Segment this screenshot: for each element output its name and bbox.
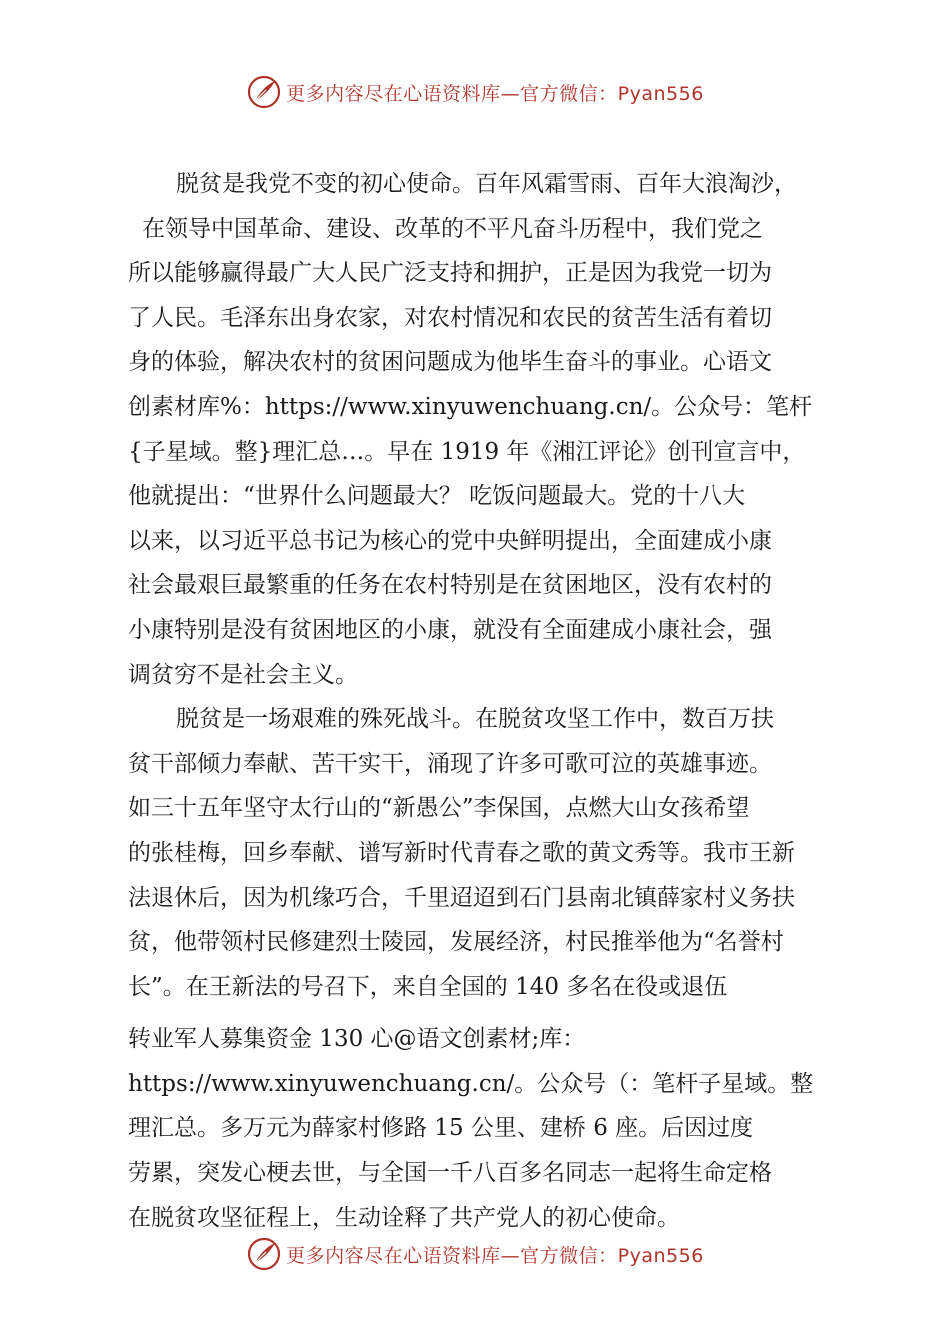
body-line: 他就提出：“世界什么问题最大？ 吃饭问题最大。党的十八大 <box>128 483 746 510</box>
body-line: 如三十五年坚守太行山的“新愚公”李保国，点燃大山女孩希望 <box>128 795 750 822</box>
body-line: 脱贫是一场艰难的殊死战斗。在脱贫攻坚工作中，数百万扶 <box>176 706 774 733</box>
body-line: https://www.xinyuwenchuang.cn/。公众号（：笔杆子星域。整 <box>128 1070 814 1097</box>
header-banner <box>0 70 950 114</box>
body-line: 的张桂梅，回乡奉献、谱写新时代青春之歌的黄文秀等。我市王新 <box>128 839 795 866</box>
body-line: 社会最艰巨最繁重的任务在农村特别是在贫困地区，没有农村的 <box>128 572 772 599</box>
banner-text: 更多内容尽在心语资料库—官方微信：Pyan556 <box>286 1244 704 1267</box>
document-body <box>128 162 850 1240</box>
body-line: 贫，他带领村民修建烈士陵园，发展经济，村民推举他为“名誉村 <box>128 929 784 956</box>
body-line: 创素材库%：https://www.xinyuwenchuang.cn/。公众号：笔杆 <box>128 393 813 420</box>
footer-banner <box>0 1232 950 1276</box>
body-line: 法退休后，因为机缘巧合，千里迢迢到石门县南北镇薛家村义务扶 <box>128 884 795 911</box>
body-line: 在脱贫攻坚征程上，生动诠释了共产党人的初心使命。 <box>128 1204 680 1231</box>
body-line: 了人民。毛泽东出身农家，对农村情况和农民的贫苦生活有着切 <box>128 304 772 331</box>
body-line: 脱贫是我党不变的初心使命。百年风霜雪雨、百年大浪淘沙， <box>176 171 797 197</box>
body-line: 所以能够赢得最广大人民广泛支持和拥护，正是因为我党一切为 <box>128 260 772 287</box>
body-line: 小康特别是没有贫困地区的小康，就没有全面建成小康社会，强 <box>128 616 772 643</box>
body-line: 贫干部倾力奉献、苦干实干，涌现了许多可歌可泣的英雄事迹。 <box>128 750 772 777</box>
body-line: 转业军人募集资金 130 心@语文创素材;库： <box>128 1026 586 1053</box>
body-line: 调贫穷不是社会主义。 <box>128 661 358 688</box>
body-line: 劳累，突发心梗去世，与全国一千八百多名同志一起将生命定格 <box>128 1160 772 1187</box>
body-line: {子星域。整}理汇总…。早在 1919 年《湘江评论》创刊宣言中， <box>128 438 806 465</box>
body-line: 身的体验，解决农村的贫困问题成为他毕生奋斗的事业。心语文 <box>128 349 772 376</box>
body-line: 长”。在王新法的号召下，来自全国的 140 多名在役或退伍 <box>128 973 728 1000</box>
banner-text: 更多内容尽在心语资料库—官方微信：Pyan556 <box>286 82 704 105</box>
body-line: 以来，以习近平总书记为核心的党中央鲜明提出，全面建成小康 <box>128 527 772 554</box>
quill-feather-logo-icon <box>246 74 282 110</box>
quill-feather-logo-icon <box>246 1236 282 1272</box>
body-line: 在领导中国革命、建设、改革的不平凡奋斗历程中，我们党之 <box>142 215 763 242</box>
body-line: 理汇总。多万元为薛家村修路 15 公里、建桥 6 座。后因过度 <box>128 1115 754 1142</box>
